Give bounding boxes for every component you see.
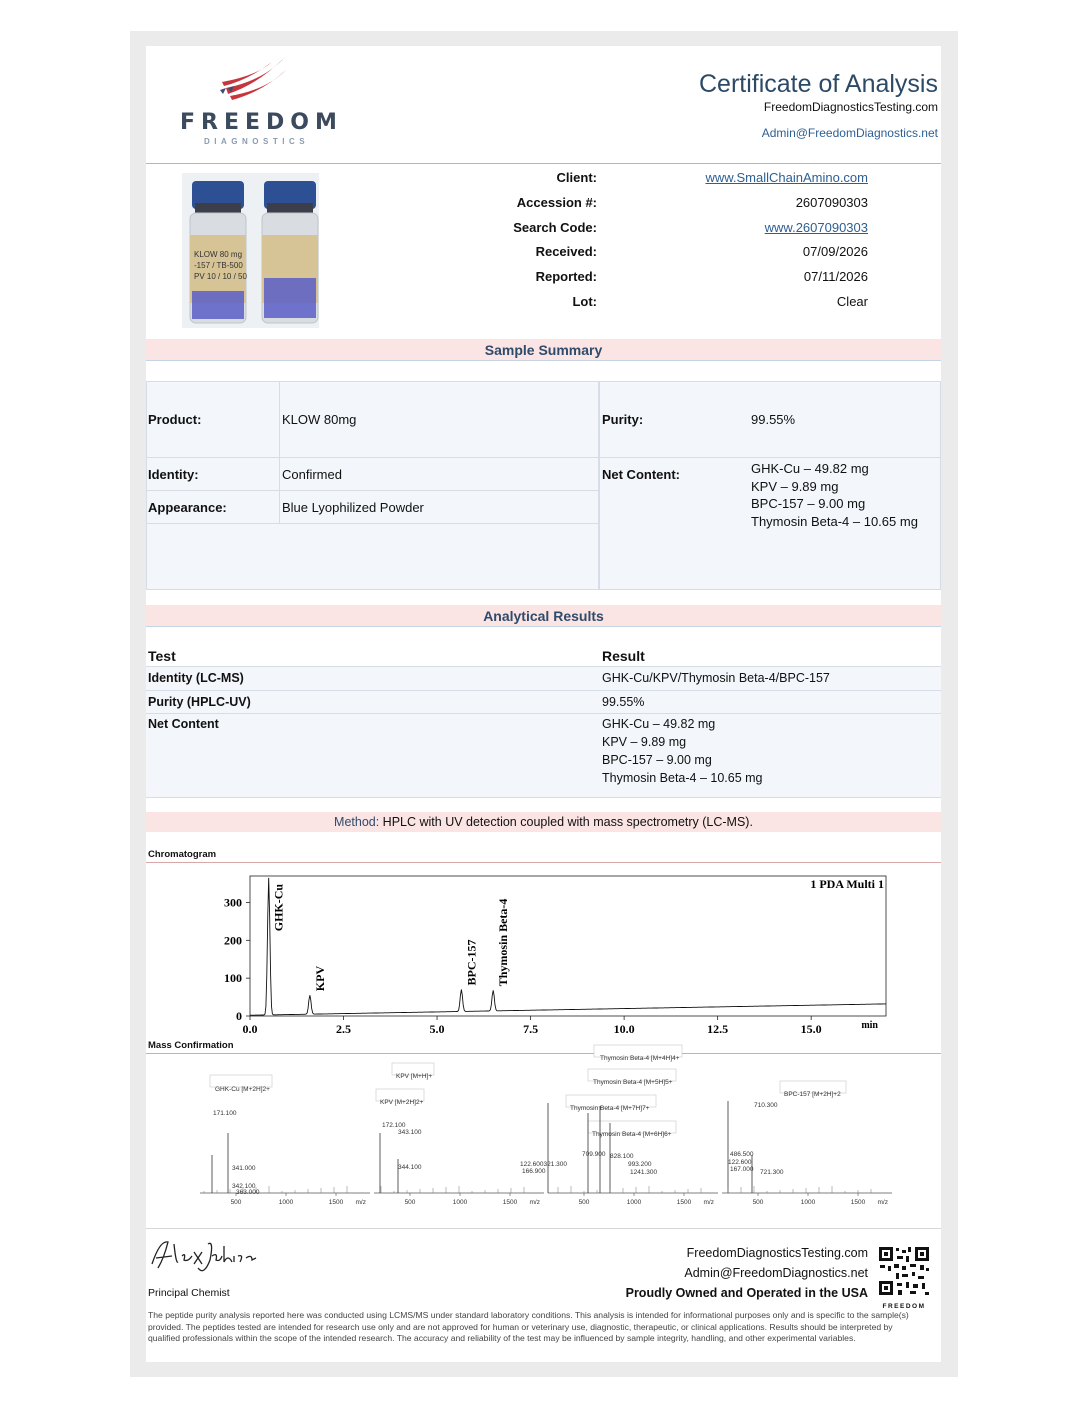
list-item: KPV – 9.89 mg bbox=[602, 735, 687, 749]
header-website[interactable]: FreedomDiagnosticsTesting.com bbox=[763, 100, 938, 114]
logo-wordmark: FREEDOM bbox=[180, 110, 343, 135]
accession-label: Accession #: bbox=[516, 195, 597, 210]
purity-value: 99.55% bbox=[751, 412, 796, 427]
reported-label: Reported: bbox=[535, 269, 597, 284]
ms-panel bbox=[200, 1075, 370, 1206]
ms-annotation: 828.100 bbox=[610, 1153, 634, 1160]
y-tick-label: 300 bbox=[224, 895, 242, 910]
received-label: Received: bbox=[535, 244, 597, 259]
list-item: GHK-Cu – 49.82 mg bbox=[751, 461, 869, 476]
table-row: Net Content bbox=[148, 717, 219, 731]
list-item: BPC-157 – 9.00 mg bbox=[602, 753, 712, 767]
list-item: Thymosin Beta-4 – 10.65 mg bbox=[751, 513, 918, 529]
ms-annotation: 343.100 bbox=[398, 1129, 422, 1136]
ms-x-tick-label: 1500 bbox=[502, 1199, 518, 1206]
ms-x-tick-label: 1500 bbox=[328, 1199, 344, 1206]
ms-panel bbox=[374, 1063, 544, 1206]
ms-panel bbox=[520, 1045, 718, 1206]
ms-x-tick-label: 500 bbox=[752, 1199, 764, 1206]
ms-x-tick-label: 1000 bbox=[278, 1199, 294, 1206]
product-label: Product: bbox=[148, 412, 202, 427]
chromatogram-chart bbox=[206, 866, 896, 1036]
x-axis-label: min bbox=[861, 1020, 878, 1031]
net-content-values bbox=[751, 460, 918, 530]
ms-annotation: 122.600 bbox=[728, 1159, 752, 1166]
ms-annotation: 122.600321.300 bbox=[520, 1161, 567, 1168]
x-tick-label: 0.0 bbox=[242, 1022, 258, 1036]
identity-value: Confirmed bbox=[282, 467, 342, 482]
ms-annotation: 166.900 bbox=[522, 1168, 546, 1175]
net-content-label: Net Content: bbox=[602, 467, 680, 482]
result-column-header: Result bbox=[602, 648, 645, 664]
ms-annotation: 342.100 bbox=[232, 1183, 256, 1190]
lot-value: Clear bbox=[836, 294, 868, 309]
ms-annotation: 721.300 bbox=[760, 1169, 784, 1176]
identity-label: Identity: bbox=[148, 467, 199, 482]
ms-x-tick-label: 1000 bbox=[626, 1199, 642, 1206]
ms-annotation: 172.100 bbox=[382, 1122, 406, 1129]
y-tick-label: 200 bbox=[224, 933, 242, 948]
vial-label: KLOW 80 mg -157 / TB-500 PV 10 / 10 / 50 bbox=[194, 250, 247, 281]
method-text: HPLC with UV detection coupled with mass spectrometry (LC-MS). bbox=[379, 815, 753, 829]
logo-subtitle: DIAGNOSTICS bbox=[204, 137, 310, 146]
x-tick-label: 7.5 bbox=[523, 1022, 539, 1036]
list-item: KPV – 9.89 mg bbox=[751, 478, 839, 494]
flag-logo-icon bbox=[218, 54, 290, 104]
search-code-value[interactable]: www.2607090303 bbox=[764, 220, 868, 235]
client-value[interactable]: www.SmallChainAmino.com bbox=[705, 170, 868, 185]
disclaimer-text: The peptide purity analysis reported here was conducted using LCMS/MS under standard laboratory conditions. This analysis is intended for informational purposes only and is specific to the sample(s) provided. The peptides tested are intended for research use only and are not approved for human or veterinary use, diagnostic, therapeutic, or clinical applications. Results should be interpreted by qualified professionals within the scope of the intended research. The accuracy and reliability of the test may be influenced by sample integrity, handling, and other experimental variables. bbox=[148, 1310, 909, 1343]
ms-annotation: Thymosin Beta-4 [M+4H]4+ bbox=[600, 1055, 680, 1062]
list-item: GHK-Cu – 49.82 mg bbox=[602, 717, 716, 731]
ms-annotation: 1241.300 bbox=[630, 1169, 658, 1176]
ms-annotation: Thymosin Beta-4 [M+7H]7+ bbox=[570, 1105, 650, 1112]
ms-annotation: 167.000 bbox=[730, 1166, 754, 1173]
table-cell: 99.55% bbox=[602, 695, 645, 709]
ms-x-axis-label: m/z bbox=[355, 1199, 366, 1206]
footer-tagline: Proudly Owned and Operated in the USA bbox=[625, 1286, 868, 1300]
ms-x-tick-label: 500 bbox=[230, 1199, 242, 1206]
sample-summary-header: Sample Summary bbox=[146, 339, 941, 361]
certificate-page bbox=[146, 46, 941, 1362]
ms-annotation: KPV [M+H]+ bbox=[396, 1073, 433, 1080]
ms-x-tick-label: 1000 bbox=[800, 1199, 816, 1206]
received-value: 07/09/2026 bbox=[802, 244, 868, 259]
method-label: Method: bbox=[334, 815, 380, 829]
chart-title: 1 PDA Multi 1 bbox=[810, 877, 884, 891]
chromatogram-trace bbox=[250, 878, 886, 1015]
x-tick-label: 2.5 bbox=[336, 1022, 352, 1036]
ms-x-tick-label: 1000 bbox=[452, 1199, 468, 1206]
ms-x-tick-label: 500 bbox=[578, 1199, 590, 1206]
footer-email[interactable]: Admin@FreedomDiagnostics.net bbox=[684, 1266, 868, 1280]
appearance-label: Appearance: bbox=[148, 500, 227, 515]
page-title: Certificate of Analysis bbox=[699, 70, 938, 98]
ms-annotation: Thymosin Beta-4 [M+6H]6+ bbox=[592, 1131, 672, 1138]
table-cell bbox=[602, 715, 763, 787]
signature-image bbox=[148, 1234, 258, 1278]
ms-annotation: 709.900 bbox=[582, 1151, 606, 1158]
ms-x-axis-label: m/z bbox=[703, 1199, 714, 1206]
ms-annotation: GHK-Cu [M+2H]2+ bbox=[215, 1086, 270, 1093]
list-item: BPC-157 – 9.00 mg bbox=[751, 496, 866, 511]
ms-x-tick-label: 1500 bbox=[676, 1199, 692, 1206]
qr-code[interactable] bbox=[876, 1244, 932, 1310]
x-tick-label: 12.5 bbox=[707, 1022, 729, 1036]
table-row: Identity (LC-MS) bbox=[148, 671, 244, 685]
summary-left-panel bbox=[146, 381, 599, 590]
product-photo bbox=[182, 173, 319, 328]
test-column-header: Test bbox=[148, 648, 176, 664]
ms-panel bbox=[722, 1081, 892, 1206]
mass-spectra-chart bbox=[196, 1055, 896, 1211]
ms-annotation: 993.200 bbox=[628, 1161, 652, 1168]
purity-label: Purity: bbox=[602, 412, 644, 427]
x-tick-label: 15.0 bbox=[800, 1022, 822, 1036]
peak-label: KPV bbox=[312, 965, 327, 992]
ms-annotation: KPV [M+2H]2+ bbox=[380, 1099, 424, 1106]
peak-label: BPC-157 bbox=[464, 939, 479, 986]
analytical-results-header: Analytical Results bbox=[146, 605, 941, 627]
ms-annotation: Thymosin Beta-4 [M+5H]5+ bbox=[593, 1079, 673, 1086]
mass-confirmation-title: Mass Confirmation bbox=[148, 1040, 234, 1051]
client-label: Client: bbox=[556, 170, 597, 185]
ms-annotation: 486.500 bbox=[730, 1151, 754, 1158]
ms-annotation: BPC-157 [M+2H]+2 bbox=[784, 1091, 841, 1098]
ms-annotation: 363.000 bbox=[236, 1189, 260, 1196]
method-band bbox=[146, 812, 941, 832]
product-value: KLOW 80mg bbox=[282, 412, 357, 427]
x-tick-label: 5.0 bbox=[429, 1022, 445, 1036]
header-divider bbox=[146, 163, 941, 164]
ms-annotation: 341.000 bbox=[232, 1165, 256, 1172]
ms-annotation: 710.300 bbox=[754, 1102, 778, 1109]
lot-label: Lot: bbox=[572, 294, 597, 309]
table-cell: GHK-Cu/KPV/Thymosin Beta-4/BPC-157 bbox=[602, 671, 830, 685]
reported-value: 07/11/2026 bbox=[803, 269, 868, 284]
table-row: Purity (HPLC-UV) bbox=[148, 695, 251, 709]
qr-caption: FREEDOM bbox=[882, 1303, 926, 1310]
footer-website[interactable]: FreedomDiagnosticsTesting.com bbox=[686, 1246, 868, 1260]
qr-code-icon bbox=[876, 1244, 932, 1298]
y-tick-label: 100 bbox=[224, 971, 242, 986]
ms-x-tick-label: 500 bbox=[404, 1199, 416, 1206]
signer-role: Principal Chemist bbox=[148, 1287, 230, 1299]
ms-x-tick-label: 1500 bbox=[850, 1199, 866, 1206]
accession-value: 2607090303 bbox=[795, 195, 868, 210]
y-tick-label: 0 bbox=[236, 1009, 242, 1023]
ms-annotation: 344.100 bbox=[398, 1164, 422, 1171]
plot-frame bbox=[250, 876, 886, 1016]
peak-label: GHK-Cu bbox=[271, 883, 286, 932]
header-email[interactable]: Admin@FreedomDiagnostics.net bbox=[761, 126, 938, 140]
ms-x-axis-label: m/z bbox=[529, 1199, 540, 1206]
list-item: Thymosin Beta-4 – 10.65 mg bbox=[602, 771, 763, 785]
search-code-label: Search Code: bbox=[513, 220, 597, 235]
ms-annotation: 171.100 bbox=[213, 1110, 237, 1117]
peak-label: Thymosin Beta-4 bbox=[496, 898, 511, 987]
x-tick-label: 10.0 bbox=[613, 1022, 635, 1036]
ms-x-axis-label: m/z bbox=[877, 1199, 888, 1206]
appearance-value: Blue Lyophilized Powder bbox=[282, 500, 424, 515]
chromatogram-title: Chromatogram bbox=[148, 849, 217, 860]
